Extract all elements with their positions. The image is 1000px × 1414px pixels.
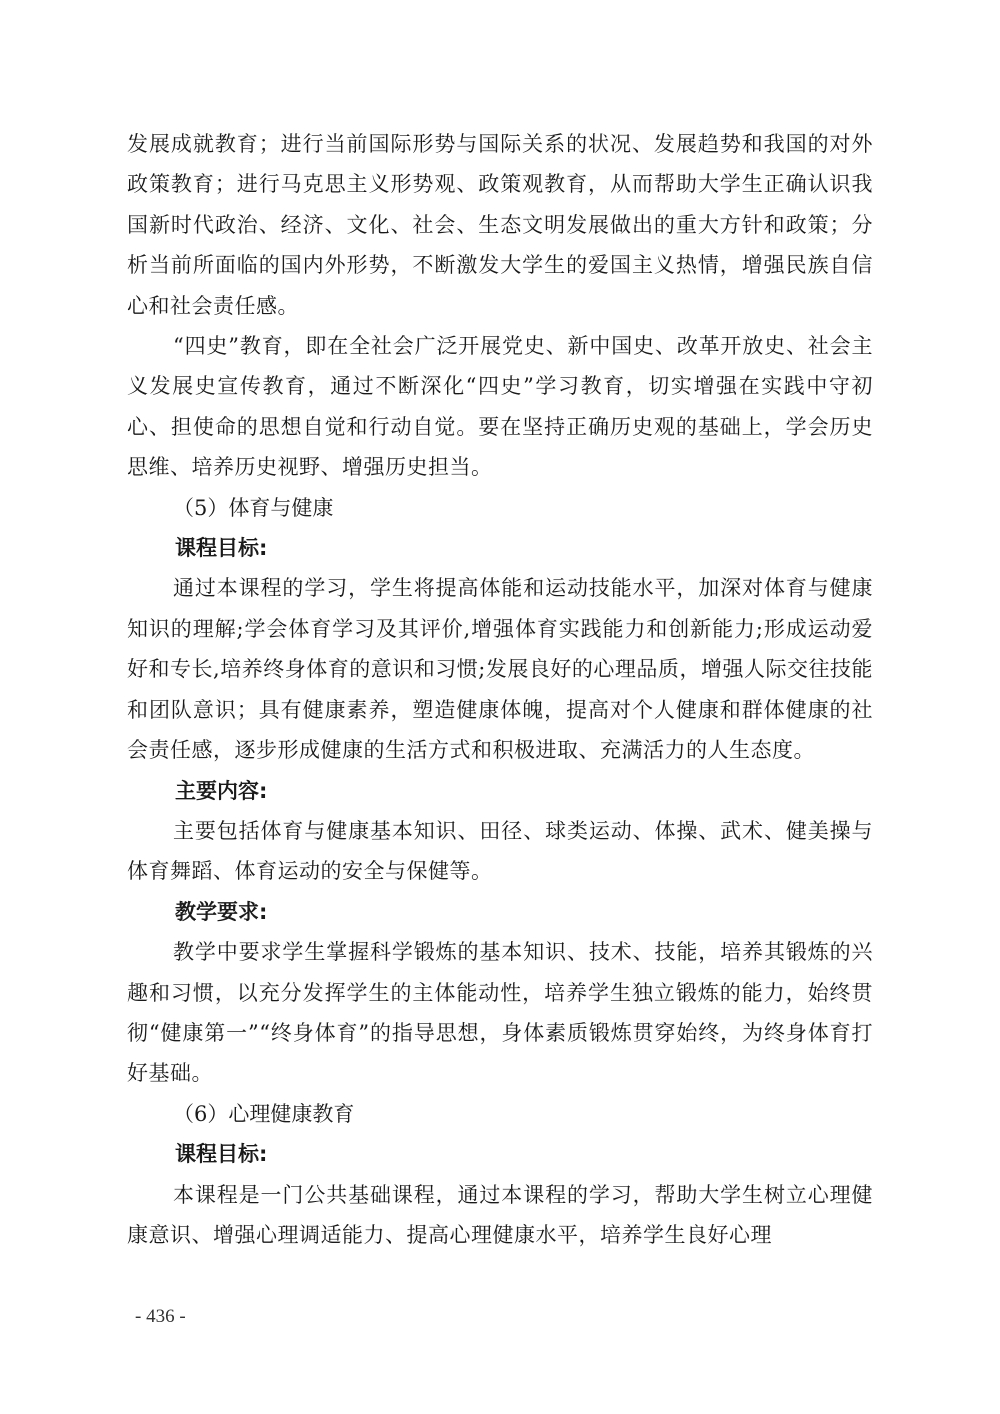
paragraph-pe-content: 主要包括体育与健康基本知识、田径、球类运动、体操、武术、健美操与体育舞蹈、体育运动的安全与保健等。: [127, 818, 873, 884]
paragraph-mental-goal: 本课程是一门公共基础课程，通过本课程的学习，帮助大学生树立心理健康意识、增强心理调适能力、提高心理健康水平，培养学生良好心理: [127, 1182, 873, 1247]
label-teaching-requirements: 教学要求:: [175, 899, 268, 924]
paragraph-four-histories: “四史”教育，即在全社会广泛开展党史、新中国史、改革开放史、社会主义发展史宣传教育，通过不断深化“四史”学习教育，切实增强在实践中守初心、担使命的思想自觉和行动自觉。要在坚持正确历史观的基础上，学会历史思维、培养历史视野、增强历史担当。: [127, 334, 873, 480]
paragraph-situation-education: 发展成就教育；进行当前国际形势与国际关系的状况、发展趋势和我国的对外政策教育；进行马克思主义形势观、政策观教育，从而帮助大学生正确认识我国新时代政治、经济、文化、社会、生态文明发展做出的重大方针和政策；分析当前所面临的国内外形势，不断激发大学生的爱国主义热情，增强民族自信心和社会责任感。: [127, 132, 873, 318]
paragraph-pe-requirements: 教学中要求学生掌握科学锻炼的基本知识、技术、技能，培养其锻炼的兴趣和习惯，以充分发挥学生的主体能动性，培养学生独立锻炼的能力，始终贯彻“健康第一”“终身体育”的指导思想，身体素质锻炼贯穿始终，为终身体育打好基础。: [127, 940, 873, 1086]
paragraph-pe-goal: 通过本课程的学习，学生将提高体能和运动技能水平，加深对体育与健康知识的理解;学会体育学习及其评价,增强体育实践能力和创新能力;形成运动爱好和专长,培养终身体育的意识和习惯;发展良好的心理品质，增强人际交往技能和团队意识；具有健康素养，塑造健康体魄，提高对个人健康和群体健康的社会责任感，逐步形成健康的生活方式和积极进取、充满活力的人生态度。: [127, 576, 873, 763]
document-body: [127, 124, 873, 1255]
page-number: - 436 -: [135, 1306, 186, 1327]
section-title-mental-health: （6）心理健康教育: [173, 1101, 355, 1126]
section-title-pe-health: （5）体育与健康: [173, 495, 334, 520]
label-course-goal-mental: 课程目标:: [175, 1142, 268, 1167]
label-course-goal: 课程目标:: [175, 536, 268, 561]
label-main-content: 主要内容:: [175, 778, 268, 803]
